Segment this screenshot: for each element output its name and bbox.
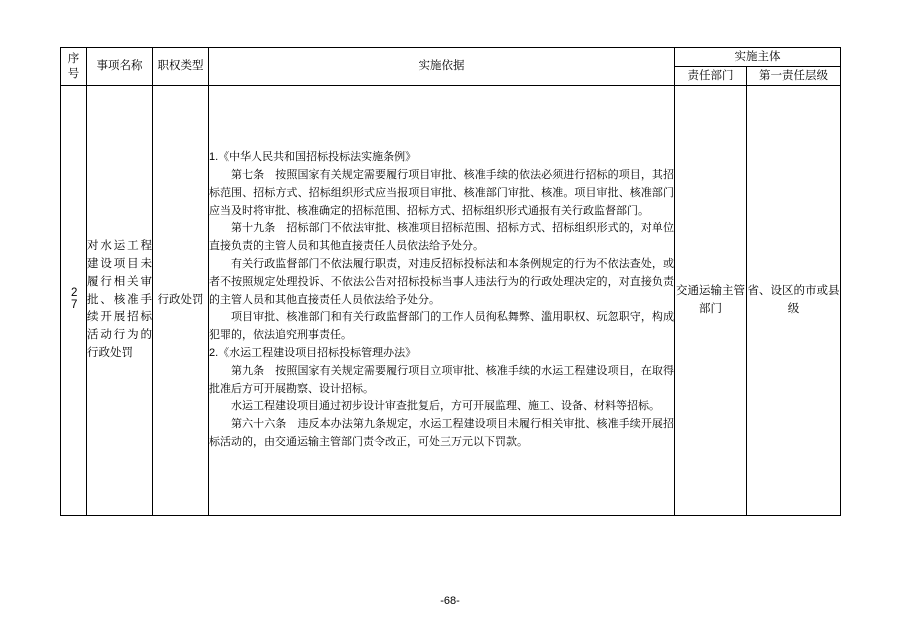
cell-responsible-dept: 交通运输主管部门 bbox=[675, 86, 747, 516]
header-seq-line2: 号 bbox=[67, 67, 80, 80]
header-basis: 实施依据 bbox=[209, 48, 675, 86]
cell-responsible-level: 省、设区的市或县级 bbox=[747, 86, 841, 516]
basis-paragraph: 水运工程建设项目通过初步设计审查批复后，方可开展监理、施工、设备、材料等招标。 bbox=[231, 400, 660, 413]
header-responsible-level: 第一责任层级 bbox=[747, 67, 841, 86]
basis-paragraph: 1.《中华人民共和国招标投标法实施条例》 bbox=[209, 151, 417, 164]
basis-paragraph: 第九条 按照国家有关规定需要履行项目立项审批、核准手续的水运工程建设项目，在取得批准后方可开展勘察、设计招标。 bbox=[209, 364, 674, 395]
basis-paragraph: 第七条 按照国家有关规定需要履行项目审批、核准手续的依法必须进行招标的项目，其招标范围、招标方式、招标组织形式应当报项目审批、核准部门审批、核准。项目审批、核准部门应当及时将审批、核准确定的招标范围、招标方式、招标组织形式通报有关行政监督部门。 bbox=[209, 168, 674, 217]
cell-seq-value: 27 bbox=[68, 287, 81, 311]
header-item-name: 事项名称 bbox=[87, 48, 153, 86]
page-footer bbox=[0, 595, 900, 607]
header-seq bbox=[61, 48, 87, 86]
basis-paragraph: 第六十六条 违反本办法第九条规定，水运工程建设项目未履行相关审批、核准手续开展招标活动的，由交通运输主管部门责令改正，可处三万元以下罚款。 bbox=[209, 418, 674, 449]
header-responsible-dept: 责任部门 bbox=[675, 67, 747, 86]
table-container bbox=[60, 47, 840, 516]
cell-basis bbox=[209, 86, 675, 516]
basis-paragraph: 有关行政监督部门不依法履行职责，对违反招标投标法和本条例规定的行为不依法查处，或者不按照规定处理投诉、不依法公告对招标投标当事人违法行为的行政处理决定的，对直接负责的主管人员和其他直接责任人员依法给予处分。 bbox=[209, 257, 674, 306]
power-list-table bbox=[60, 47, 841, 516]
header-seq-line1: 序 bbox=[67, 53, 80, 66]
cell-item-name: 对水运工程建设项目未履行相关审批、核准手续开展招标活动行为的行政处罚 bbox=[87, 86, 153, 516]
cell-power-type: 行政处罚 bbox=[153, 86, 209, 516]
page-number: -68- bbox=[440, 595, 460, 607]
basis-paragraph: 2.《水运工程建设项目招标投标管理办法》 bbox=[209, 347, 417, 360]
table-header-row-1 bbox=[61, 48, 841, 67]
cell-seq bbox=[61, 86, 87, 516]
table-row bbox=[61, 86, 841, 516]
basis-paragraph: 第十九条 招标部门不依法审批、核准项目招标范围、招标方式、招标组织形式的，对单位直接负责的主管人员和其他直接责任人员依法给予处分。 bbox=[209, 222, 674, 253]
header-power-type: 职权类型 bbox=[153, 48, 209, 86]
header-subject: 实施主体 bbox=[675, 48, 841, 67]
basis-paragraph: 项目审批、核准部门和有关行政监督部门的工作人员徇私舞弊、滥用职权、玩忽职守，构成犯罪的，依法追究刑事责任。 bbox=[209, 311, 674, 342]
